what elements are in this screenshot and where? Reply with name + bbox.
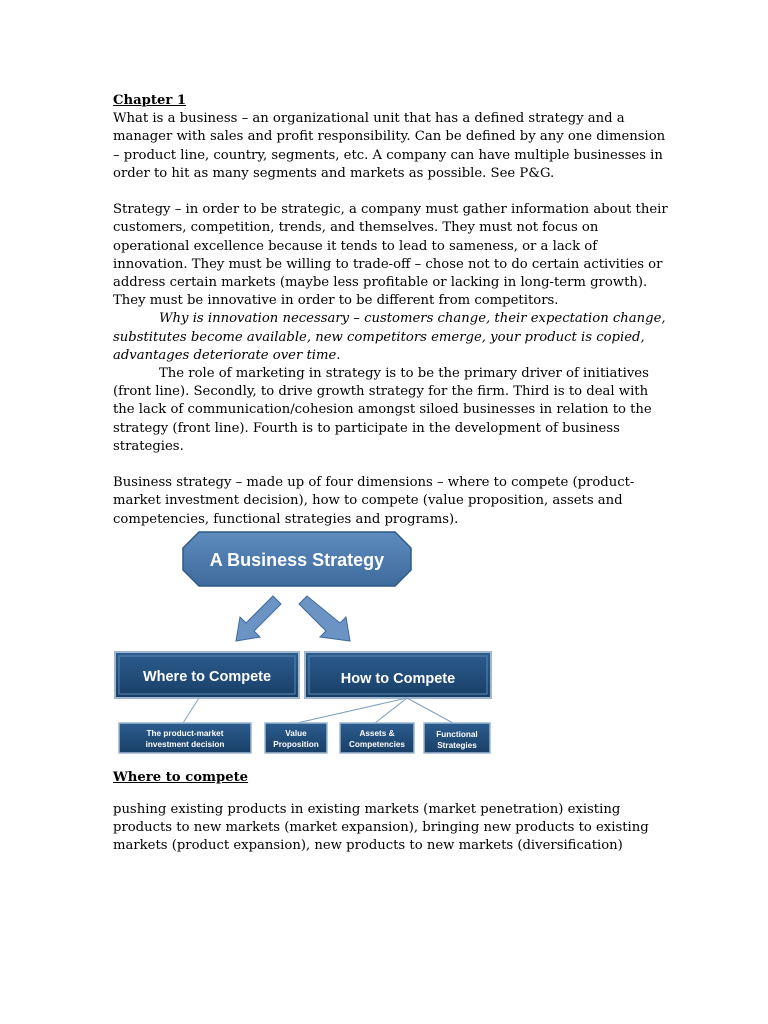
- top-strategy-box: [183, 532, 411, 586]
- sub-box-value-proposition: [265, 723, 327, 753]
- sub-value-line2: Proposition: [273, 740, 319, 749]
- sub-box-product-market: [119, 723, 251, 753]
- sub-product-market-line2: investment decision: [145, 740, 225, 749]
- connector-lines: [183, 698, 453, 723]
- business-definition-paragraph: What is a business – an organizational unit that has a defined strategy and a manager with sales and profit responsibility. Can be defined by any one dimension – product line, country, segments, etc. A company can have multiple businesses in order to hit as many segments and markets as possible. See P&G.: [113, 111, 666, 181]
- sub-box-assets-competencies: [340, 723, 414, 753]
- sub-value-line1: Value: [285, 729, 307, 738]
- marketing-role-paragraph: The role of marketing in strategy is to be the primary driver of initiatives (front line). Secondly, to drive growth strategy for the firm. Third is to deal with the lack of communication/cohesion amongst siloed businesses in relation to the strategy (front line). Fourth is to participate in the development of business strategies.: [113, 366, 652, 454]
- spacer: [113, 183, 673, 201]
- sub-functional-line1: Functional: [436, 730, 478, 739]
- strategy-paragraph: Strategy – in order to be strategic, a company must gather information about their customers, competition, trends, and themselves. They must not focus on operational excellence because it tends to lead to sameness, or a lack of innovation. They must be willing to trade-off – chose not to do certain activities or address certain markets (maybe less profitable or lacking in long-term growth). They must be innovative in order to be different from competitors.: [113, 202, 668, 309]
- top-strategy-label: A Business Strategy: [209, 550, 385, 570]
- business-strategy-paragraph: Business strategy – made up of four dimensions – where to compete (product-market investment decision), how to compete (value proposition, assets and competencies, functional strategies and programs).: [113, 475, 635, 527]
- where-to-compete-text: pushing existing products in existing markets (market penetration) existing products to new markets (market expansion), bringing new products to existing markets (product expansion), new products to new markets (diversification): [113, 801, 649, 853]
- sub-assets-line2: Competencies: [349, 740, 405, 749]
- arrow-right-icon: [299, 596, 350, 641]
- arrow-left-icon: [236, 596, 281, 641]
- sub-product-market-line1: The product-market: [146, 729, 224, 738]
- innovation-paragraph: Why is innovation necessary – customers change, their expectation change, substitutes become available, new competitors emerge, your product is copied, advantages deteriorate over time.: [113, 311, 666, 363]
- sub-box-functional-strategies: [424, 723, 490, 753]
- where-to-compete-heading: Where to compete: [113, 770, 249, 786]
- chapter-title: Chapter 1: [113, 93, 187, 108]
- how-to-compete-label: How to Compete: [340, 671, 456, 687]
- sub-assets-line1: Assets &: [359, 729, 395, 738]
- where-to-compete-section: [113, 756, 673, 868]
- business-strategy-diagram: [113, 528, 493, 756]
- spacer: [113, 456, 673, 474]
- sub-functional-line2: Strategies: [437, 741, 477, 750]
- where-to-compete-box: [115, 652, 299, 698]
- document-body: [113, 92, 673, 529]
- where-to-compete-label: Where to Compete: [142, 669, 272, 685]
- how-to-compete-box: [305, 652, 491, 698]
